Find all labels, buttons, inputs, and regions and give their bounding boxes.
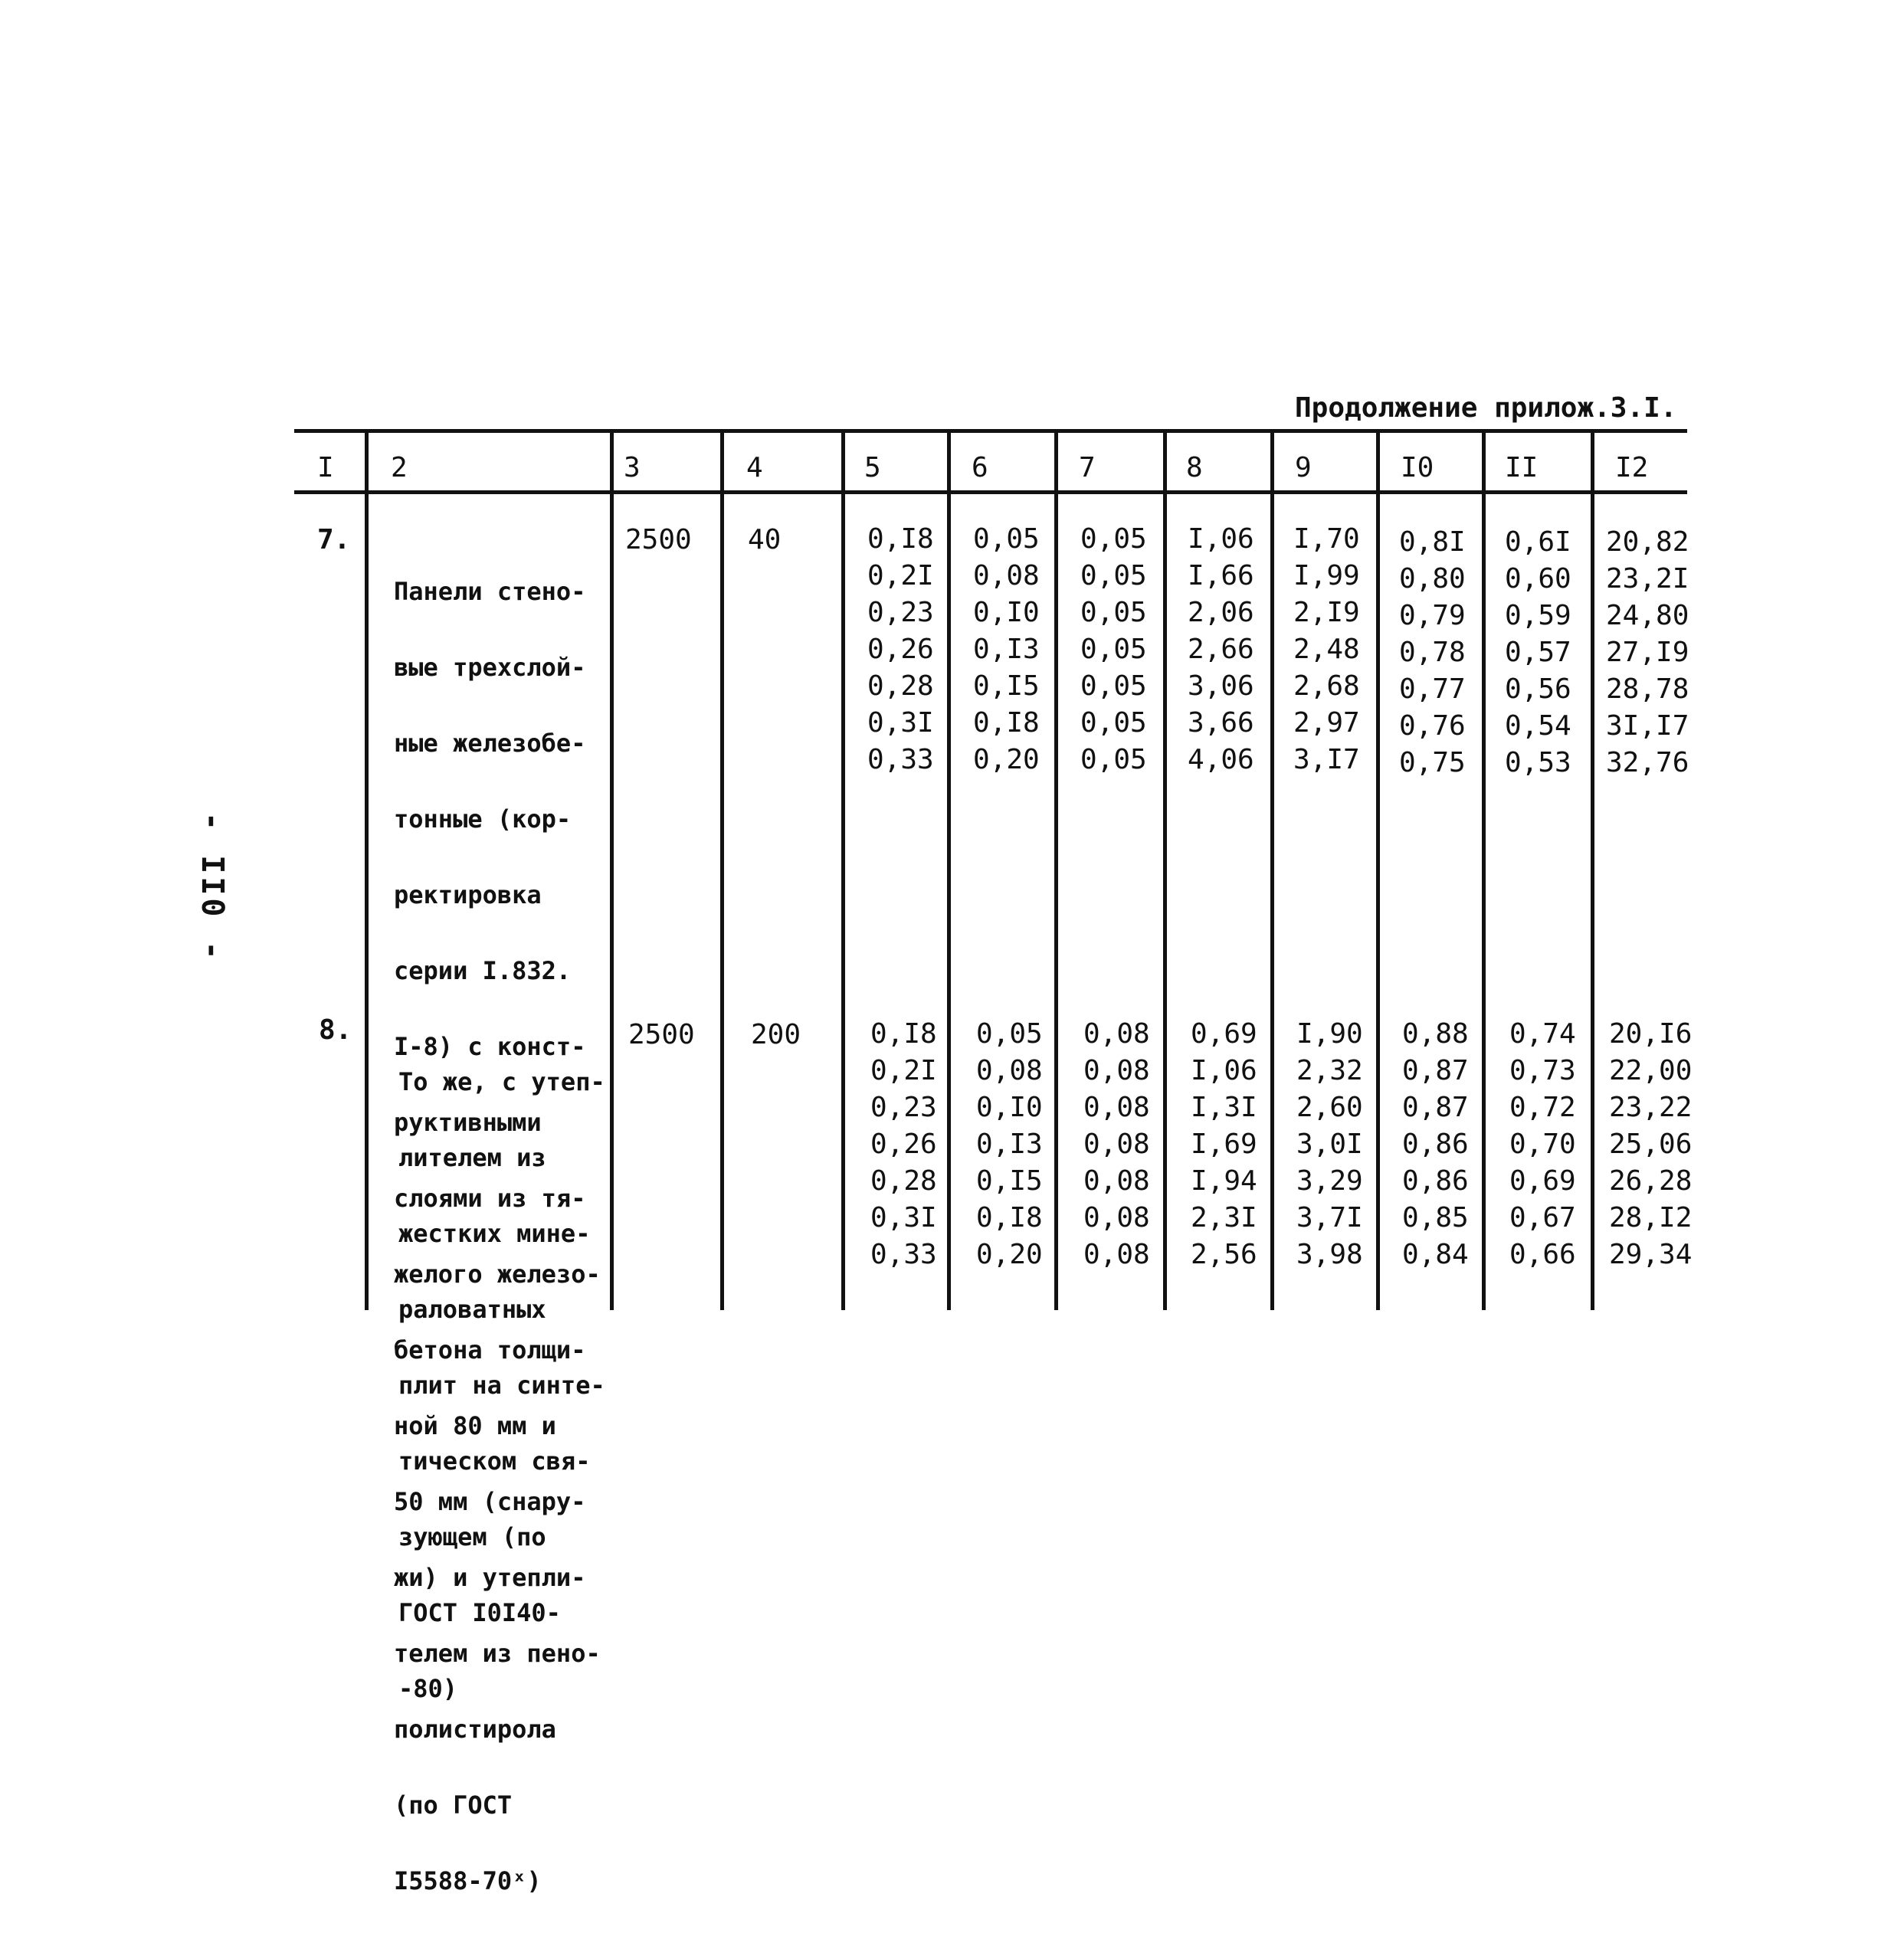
cell-value: 2,3I xyxy=(1191,1202,1257,1233)
thickness-value: 40 xyxy=(748,524,782,555)
cell-value: 0,57 xyxy=(1505,637,1571,668)
cell-value: 0,79 xyxy=(1399,600,1466,631)
cell-value: 0,72 xyxy=(1509,1092,1576,1123)
description-line: телем из пено- xyxy=(394,1639,601,1668)
cell-value: 0,8I xyxy=(1399,526,1466,558)
cell-value: 0,23 xyxy=(867,597,934,628)
column-header: 3 xyxy=(624,452,641,483)
cell-value: 0,05 xyxy=(1080,597,1147,628)
cell-value: 0,08 xyxy=(1083,1202,1150,1233)
cell-value: 0,08 xyxy=(1083,1055,1150,1086)
cell-value: 0,05 xyxy=(1080,707,1147,739)
cell-value: 4,06 xyxy=(1188,744,1254,775)
col9-values xyxy=(1293,521,1360,778)
cell-value: I,3I xyxy=(1191,1092,1257,1123)
column-rule xyxy=(841,429,845,1310)
cell-value: 0,28 xyxy=(867,670,934,702)
cell-value: 0,78 xyxy=(1399,637,1466,668)
cell-value: 0,26 xyxy=(867,634,934,665)
description-line: серии I.832. xyxy=(394,956,572,985)
description-line: тонные (кор- xyxy=(394,804,572,834)
description-line: ректировка xyxy=(394,880,542,909)
description-line: ные железобе- xyxy=(394,729,586,758)
cell-value: 0,87 xyxy=(1402,1055,1469,1086)
cell-value: 0,2I xyxy=(867,560,934,591)
cell-value: I,69 xyxy=(1191,1129,1257,1160)
cell-value: 2,97 xyxy=(1293,707,1360,739)
cell-value: 0,08 xyxy=(1083,1018,1150,1050)
cell-value: 0,75 xyxy=(1399,747,1466,778)
cell-value: 0,2I xyxy=(870,1055,937,1086)
cell-value: 2,56 xyxy=(1191,1239,1257,1270)
cell-value: I,70 xyxy=(1293,523,1360,555)
cell-value: 0,33 xyxy=(870,1239,937,1270)
cell-value: 0,74 xyxy=(1509,1018,1576,1050)
cell-value: 3,29 xyxy=(1296,1165,1363,1197)
cell-value: 0,3I xyxy=(870,1202,937,1233)
table-caption: Продолжение прилож.3.I. xyxy=(1295,392,1677,424)
cell-value: 0,77 xyxy=(1399,673,1466,705)
description-line: жи) и утепли- xyxy=(394,1563,586,1592)
cell-value: 26,28 xyxy=(1609,1165,1693,1197)
description-line: раловатных xyxy=(398,1295,546,1324)
description-line: тическом свя- xyxy=(398,1446,591,1476)
density-value: 2500 xyxy=(625,524,692,555)
header-bottom-rule xyxy=(294,490,1687,494)
cell-value: 2,68 xyxy=(1293,670,1360,702)
thickness-value: 200 xyxy=(751,1019,801,1050)
cell-value: 25,06 xyxy=(1609,1129,1693,1160)
page-number: - II0 - xyxy=(195,812,230,963)
cell-value: 0,76 xyxy=(1399,710,1466,742)
cell-value: I,99 xyxy=(1293,560,1360,591)
cell-value: 0,05 xyxy=(973,523,1040,555)
column-header: 8 xyxy=(1186,452,1203,483)
cell-value: 0,85 xyxy=(1402,1202,1469,1233)
cell-value: 0,6I xyxy=(1505,526,1571,558)
column-header: I2 xyxy=(1615,452,1649,483)
column-rule xyxy=(1591,429,1594,1310)
col8-values xyxy=(1191,1016,1257,1273)
cell-value: 22,00 xyxy=(1609,1055,1693,1086)
cell-value: 0,I3 xyxy=(973,634,1040,665)
column-rule xyxy=(1270,429,1274,1310)
description-line: 50 мм (снару- xyxy=(394,1487,586,1516)
cell-value: 0,I0 xyxy=(973,597,1040,628)
cell-value: 28,78 xyxy=(1606,673,1689,705)
column-header: 4 xyxy=(746,452,763,483)
col9-values xyxy=(1296,1016,1363,1273)
column-header: 5 xyxy=(864,452,881,483)
cell-value: 23,2I xyxy=(1606,563,1689,595)
cell-value: 0,05 xyxy=(976,1018,1043,1050)
description-line: жестких мине- xyxy=(398,1219,591,1248)
cell-value: 0,I5 xyxy=(973,670,1040,702)
cell-value: 0,86 xyxy=(1402,1129,1469,1160)
cell-value: 0,84 xyxy=(1402,1239,1469,1270)
cell-value: 2,32 xyxy=(1296,1055,1363,1086)
column-header: I xyxy=(317,452,334,483)
cell-value: I,90 xyxy=(1296,1018,1363,1050)
cell-value: 0,80 xyxy=(1399,563,1466,595)
cell-value: 0,69 xyxy=(1509,1165,1576,1197)
cell-value: 0,08 xyxy=(1083,1165,1150,1197)
cell-value: 3,0I xyxy=(1296,1129,1363,1160)
column-header: 9 xyxy=(1295,452,1312,483)
cell-value: I,94 xyxy=(1191,1165,1257,1197)
cell-value: 0,87 xyxy=(1402,1092,1469,1123)
cell-value: 3,98 xyxy=(1296,1239,1363,1270)
cell-value: 20,I6 xyxy=(1609,1018,1693,1050)
cell-value: 3,66 xyxy=(1188,707,1254,739)
cell-value: I,06 xyxy=(1191,1055,1257,1086)
cell-value: 0,20 xyxy=(976,1239,1043,1270)
col12-values xyxy=(1606,524,1689,781)
cell-value: 0,I5 xyxy=(976,1165,1043,1197)
cell-value: 0,66 xyxy=(1509,1239,1576,1270)
cell-value: 0,23 xyxy=(870,1092,937,1123)
col10-values xyxy=(1399,524,1466,781)
density-value: 2500 xyxy=(628,1019,695,1050)
description-line: То же, с утеп- xyxy=(398,1067,605,1096)
cell-value: 27,I9 xyxy=(1606,637,1689,668)
description-line: ной 80 мм и xyxy=(394,1411,556,1440)
cell-value: 0,I8 xyxy=(973,707,1040,739)
cell-value: I,06 xyxy=(1188,523,1254,555)
col6-values xyxy=(973,521,1040,778)
row-description xyxy=(398,1019,605,1752)
column-rule xyxy=(1054,429,1058,1310)
cell-value: 3,I7 xyxy=(1293,744,1360,775)
column-header: II xyxy=(1505,452,1539,483)
column-rule xyxy=(365,429,369,1310)
description-line: вые трехслой- xyxy=(394,653,586,682)
cell-value: 0,08 xyxy=(976,1055,1043,1086)
description-line: Панели стено- xyxy=(394,577,586,606)
column-rule xyxy=(1163,429,1167,1310)
cell-value: 0,3I xyxy=(867,707,934,739)
row-number: 7. xyxy=(317,524,351,555)
cell-value: 0,05 xyxy=(1080,634,1147,665)
cell-value: 0,08 xyxy=(973,560,1040,591)
cell-value: 0,73 xyxy=(1509,1055,1576,1086)
cell-value: 0,08 xyxy=(1083,1129,1150,1160)
cell-value: I,66 xyxy=(1188,560,1254,591)
cell-value: 0,I8 xyxy=(867,523,934,555)
cell-value: 32,76 xyxy=(1606,747,1689,778)
description-line: зующем (по xyxy=(398,1522,546,1551)
column-rule xyxy=(720,429,724,1310)
column-header: 7 xyxy=(1079,452,1096,483)
column-header: I0 xyxy=(1401,452,1434,483)
col10-values xyxy=(1402,1016,1469,1273)
row-number: 8. xyxy=(319,1014,352,1046)
cell-value: 0,08 xyxy=(1083,1239,1150,1270)
cell-value: 0,08 xyxy=(1083,1092,1150,1123)
cell-value: 3I,I7 xyxy=(1606,710,1689,742)
description-line: -80) xyxy=(398,1674,458,1703)
cell-value: 0,54 xyxy=(1505,710,1571,742)
table-top-rule xyxy=(294,429,1687,433)
cell-value: 0,67 xyxy=(1509,1202,1576,1233)
description-line: плит на синте- xyxy=(398,1371,605,1400)
col12-values xyxy=(1609,1016,1692,1273)
cell-value: 0,I8 xyxy=(870,1018,937,1050)
column-rule xyxy=(947,429,951,1310)
column-header: 6 xyxy=(972,452,988,483)
description-line: (по ГОСТ xyxy=(394,1790,513,1820)
col11-values xyxy=(1509,1016,1576,1273)
cell-value: 2,I9 xyxy=(1293,597,1360,628)
cell-value: 0,05 xyxy=(1080,744,1147,775)
cell-value: 0,33 xyxy=(867,744,934,775)
column-header: 2 xyxy=(391,452,408,483)
cell-value: 0,70 xyxy=(1509,1129,1576,1160)
description-line: I-8) с конст- xyxy=(394,1032,586,1061)
col5-values xyxy=(867,521,934,778)
cell-value: 0,59 xyxy=(1505,600,1571,631)
cell-value: 0,05 xyxy=(1080,670,1147,702)
description-line: руктивными xyxy=(394,1108,542,1137)
description-line: ГОСТ I0I40- xyxy=(398,1598,561,1627)
cell-value: 2,66 xyxy=(1188,634,1254,665)
cell-value: 2,60 xyxy=(1296,1092,1363,1123)
cell-value: 28,I2 xyxy=(1609,1202,1693,1233)
column-rule xyxy=(1482,429,1486,1310)
cell-value: 0,86 xyxy=(1402,1165,1469,1197)
cell-value: 0,26 xyxy=(870,1129,937,1160)
cell-value: 29,34 xyxy=(1609,1239,1693,1270)
cell-value: 0,28 xyxy=(870,1165,937,1197)
description-line: лителем из xyxy=(398,1143,546,1172)
cell-value: 0,I0 xyxy=(976,1092,1043,1123)
col7-values xyxy=(1083,1016,1150,1273)
description-line: желого железо- xyxy=(394,1260,601,1289)
cell-value: 3,7I xyxy=(1296,1202,1363,1233)
cell-value: 0,69 xyxy=(1191,1018,1257,1050)
cell-value: 0,05 xyxy=(1080,560,1147,591)
cell-value: 0,05 xyxy=(1080,523,1147,555)
col7-values xyxy=(1080,521,1147,778)
description-line: бетона толщи- xyxy=(394,1335,586,1364)
description-line: слоями из тя- xyxy=(394,1184,586,1213)
data-table xyxy=(294,429,1693,1895)
cell-value: 0,I8 xyxy=(976,1202,1043,1233)
description-line: I5588-70ˣ) xyxy=(394,1866,542,1895)
cell-value: 2,06 xyxy=(1188,597,1254,628)
col5-values xyxy=(870,1016,937,1273)
col6-values xyxy=(976,1016,1043,1273)
col8-values xyxy=(1188,521,1254,778)
column-rule xyxy=(610,429,614,1310)
cell-value: 3,06 xyxy=(1188,670,1254,702)
cell-value: 23,22 xyxy=(1609,1092,1693,1123)
cell-value: 2,48 xyxy=(1293,634,1360,665)
cell-value: 0,88 xyxy=(1402,1018,1469,1050)
cell-value: 0,53 xyxy=(1505,747,1571,778)
cell-value: 0,20 xyxy=(973,744,1040,775)
column-rule xyxy=(1376,429,1380,1310)
cell-value: 20,82 xyxy=(1606,526,1689,558)
cell-value: 24,80 xyxy=(1606,600,1689,631)
description-line: полистирола xyxy=(394,1715,556,1744)
cell-value: 0,I3 xyxy=(976,1129,1043,1160)
cell-value: 0,56 xyxy=(1505,673,1571,705)
col11-values xyxy=(1505,524,1571,781)
cell-value: 0,60 xyxy=(1505,563,1571,595)
